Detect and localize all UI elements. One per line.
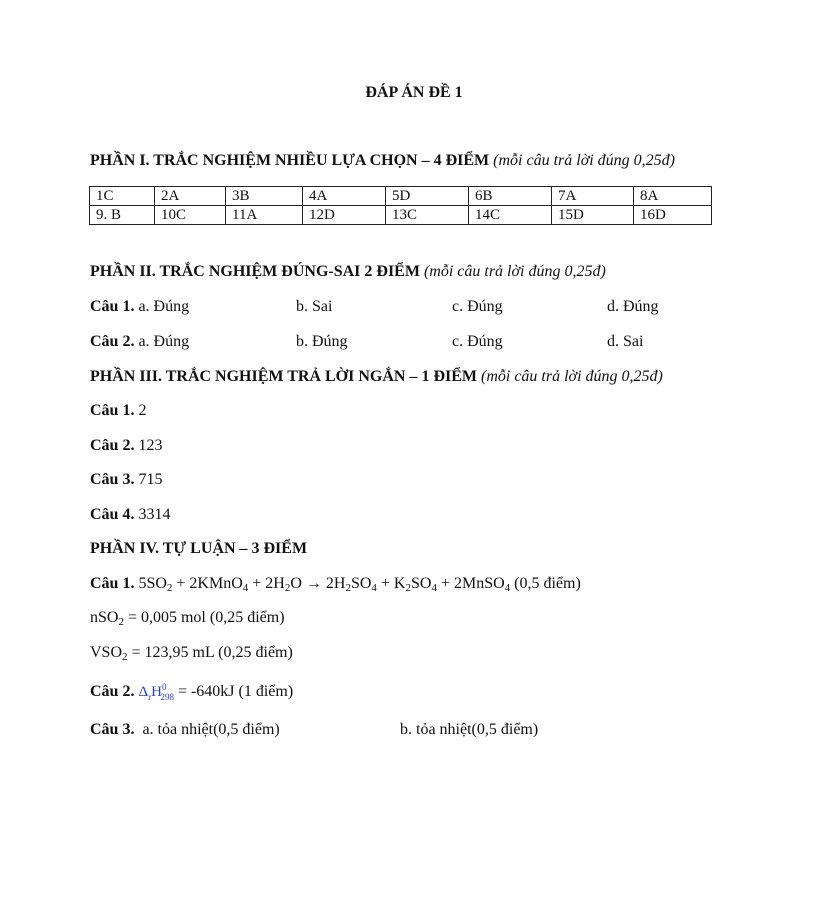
answer-value: 3314 <box>138 506 171 523</box>
answer-c: c. Đúng <box>452 333 503 350</box>
enthalpy-symbol: $\Delta_rH^0_{298}$ <box>138 682 174 702</box>
answer-b: b. Sai <box>296 298 333 315</box>
part3-item-3 <box>90 471 162 489</box>
question-label: Câu 2. <box>90 333 135 350</box>
part2-question-2 <box>90 333 189 351</box>
table-cell: 13C <box>386 206 469 225</box>
moles-so2-line: nSO$_2$ = 0,005 mol (0,25 điểm) <box>90 609 285 628</box>
table-cell: 15D <box>552 206 634 225</box>
part4-question-2 <box>90 682 293 702</box>
table-cell: 9. B <box>90 206 155 225</box>
question-label: Câu 3. <box>90 721 135 738</box>
table-cell: 16D <box>634 206 712 225</box>
part3-item-1 <box>90 402 146 420</box>
question-label: Câu 4. <box>90 506 135 523</box>
table-row <box>90 206 712 225</box>
part4-question-3 <box>90 721 280 739</box>
table-cell: 1C <box>90 187 155 206</box>
part3-note: (mỗi câu trả lời đúng 0,25đ) <box>481 368 663 385</box>
question-label: Câu 3. <box>90 471 135 488</box>
part4-question-1 <box>90 575 581 594</box>
table-cell: 12D <box>303 206 386 225</box>
part2-note: (mỗi câu trả lời đúng 0,25đ) <box>423 263 606 280</box>
answer-value: 2 <box>138 402 147 419</box>
answer-b: b. tỏa nhiệt(0,5 điểm) <box>400 721 539 738</box>
question-label: Câu 2. <box>90 683 135 700</box>
table-cell: 11A <box>226 206 303 225</box>
answer-c: c. Đúng <box>452 298 503 315</box>
question-label: Câu 1. <box>90 402 135 419</box>
part2-heading <box>90 263 606 281</box>
part3-item-2 <box>90 437 162 455</box>
table-cell: 14C <box>469 206 552 225</box>
answer-b: b. Đúng <box>296 333 348 350</box>
table-cell: 2A <box>155 187 226 206</box>
answer-value: 123 <box>138 437 163 454</box>
part4-heading: PHẦN IV. TỰ LUẬN – 3 ĐIỂM <box>90 540 308 557</box>
table-row <box>90 187 712 206</box>
question-label: Câu 1. <box>90 298 135 315</box>
answer-value: 715 <box>138 471 163 488</box>
table-cell: 6B <box>469 187 552 206</box>
answer-a: a. Đúng <box>138 333 190 350</box>
part3-item-4 <box>90 506 170 524</box>
question-label: Câu 2. <box>90 437 135 454</box>
answer-d: d. Sai <box>607 333 644 350</box>
table-cell: 8A <box>634 187 712 206</box>
table-cell: 4A <box>303 187 386 206</box>
table-cell: 3B <box>226 187 303 206</box>
part2-heading-text: PHẦN II. TRẮC NGHIỆM ĐÚNG-SAI 2 ĐIỂM <box>90 263 420 280</box>
answer-a: a. Đúng <box>138 298 190 315</box>
page-title: ĐÁP ÁN ĐỀ 1 <box>365 84 463 101</box>
part1-answer-table <box>89 186 712 225</box>
part3-heading <box>90 368 663 386</box>
answer-d: d. Đúng <box>607 298 659 315</box>
table-cell: 5D <box>386 187 469 206</box>
enthalpy-value: = -640kJ (1 điểm) <box>173 683 294 700</box>
part1-heading-text: PHẦN I. TRẮC NGHIỆM NHIỀU LỰA CHỌN – 4 ĐIỂM <box>90 152 490 169</box>
reaction-equation: $5SO_2$ + 2KMnO$_4$ + $2H_2O \to 2H_2SO_4 + K_2SO_4$ + 2MnSO$_4$ (0,5 điểm) <box>138 575 581 594</box>
answer-a: a. tỏa nhiệt(0,5 điểm) <box>142 721 280 738</box>
part2-question-1 <box>90 298 189 316</box>
table-cell: 10C <box>155 206 226 225</box>
table-cell: 7A <box>552 187 634 206</box>
part1-note: (mỗi câu trả lời đúng 0,25đ) <box>493 152 675 169</box>
question-label: Câu 1. <box>90 575 135 592</box>
volume-so2-line: $VSO_2 = 123,95$ mL (0,25 điểm) <box>90 644 293 663</box>
part1-heading <box>90 152 675 170</box>
part3-heading-text: PHẦN III. TRẮC NGHIỆM TRẢ LỜI NGẮN – 1 ĐIỂM <box>90 368 477 385</box>
